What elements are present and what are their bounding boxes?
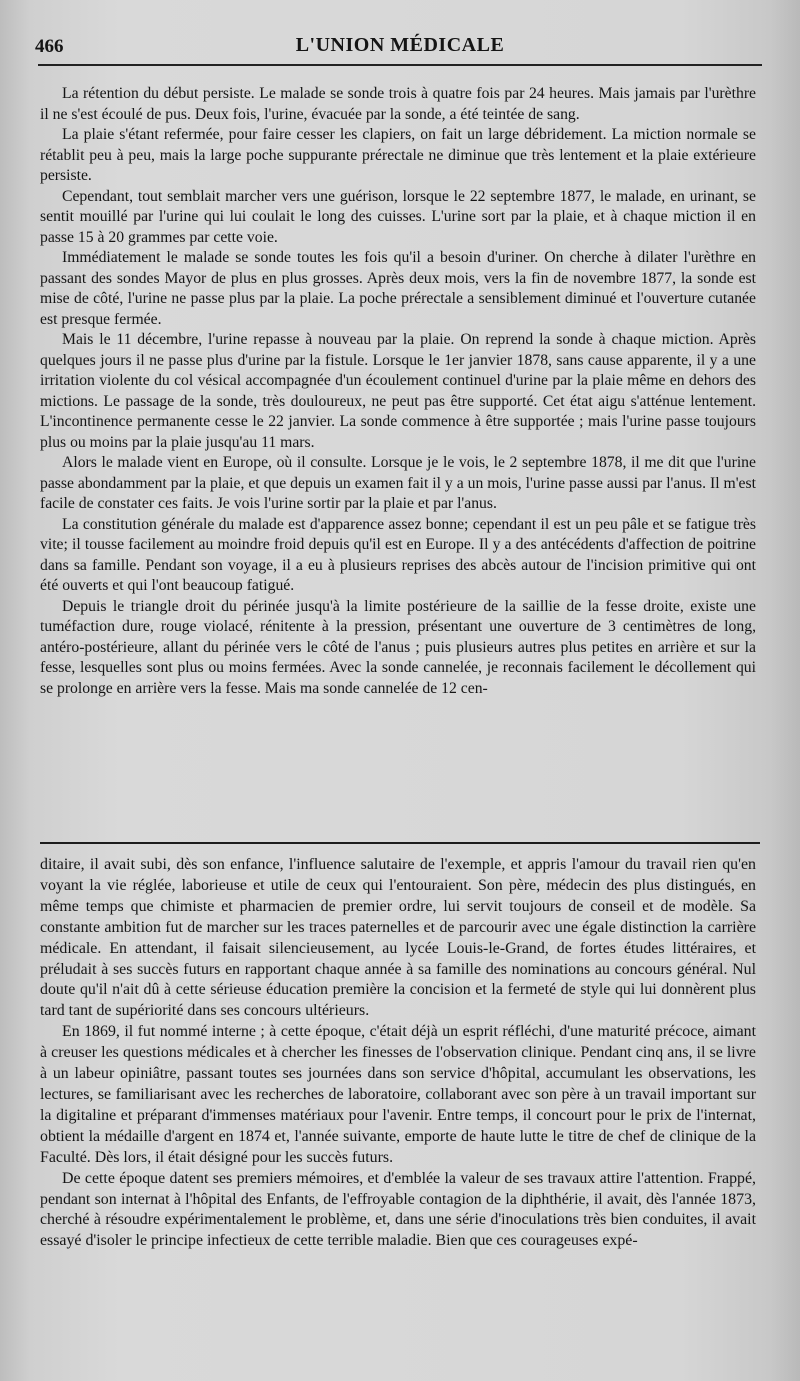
feuilleton-paragraph: ditaire, il avait subi, dès son enfance, l'influence salutaire de l'exemple, et appris l'amour du travail rien qu'en voyant la vie réglée, laborieuse et utile de ceux qui l'entouraient. Son père, médecin des plus distingués, en même temps que chimiste et pharmacien de premier ordre, lui servit toujours de conseil et de modèle. Sa constante ambition fut de marcher sur les traces paternelles et de parcourir avec une égale distinction la carrière médicale. En attendant, il faisait silencieusement, au lycée Louis-le-Grand, de fortes études littéraires, et préludait à ses succès futurs en rapportant chaque année à sa famille des nominations au concours général. Nul doute qu'il n'ait dû à cette sérieuse éducation première la concision et la fermeté de style qui lui donnèrent plus tard tant de supériorité dans ses concours ultérieurs. bbox=[40, 856, 756, 1020]
article-paragraph: La constitution générale du malade est d'apparence assez bonne; cependant il est un peu pâle et se fatigue très vite; il tousse facilement au moindre froid depuis qu'il est en Europe. Il y a des antécédents d'affection de poitrine dans sa famille. Pendant son voyage, il a eu à plusieurs reprises des abcès autour de l'incision primitive qui ont été ouverts et qui l'ont beaucoup fatigué. bbox=[40, 515, 756, 594]
feuilleton-separator-rule bbox=[40, 842, 760, 844]
article-paragraph: Alors le malade vient en Europe, où il consulte. Lorsque je le vois, le 2 septembre 1878, il me dit que l'urine passe abondamment par la plaie, et que depuis un examen fait il y a un mois, l'urine passe aussi par l'anus. Il m'est facile de constater ces faits. Je vois l'urine sortir par la plaie et par l'anus. bbox=[40, 454, 756, 512]
article-paragraph: Depuis le triangle droit du périnée jusqu'à la limite postérieure de la saillie de la fesse droite, existe une tuméfaction dure, rouge violacé, rénitente à la pression, présentant une ouverture de 3 centimètres de long, antéro-postérieure, allant du périnée vers le côté de l'anus ; puis plusieurs autres plus petites en arrière et sur la fesse, lesquelles sont plus ou moins fermées. Avec la sonde cannelée, je reconnais facilement le décollement qui se prolonge en arrière vers la fesse. Mais ma sonde cannelée de 12 cen- bbox=[40, 597, 756, 697]
feuilleton-paragraph: En 1869, il fut nommé interne ; à cette époque, c'était déjà un esprit réfléchi, d'une maturité précoce, aimant à creuser les questions médicales et à chercher les finesses de l'observation clinique. Pendant cinq ans, il se livre à un labeur opiniâtre, passant toutes ses journées dans son service d'hôpital, accumulant les observations, les lectures, se familiarisant avec les recherches de laboratoire, collaborant avec son père à un travail important sur la digitaline et préparant d'immenses matériaux pour l'avenir. Entre temps, il concourt pour le prix de l'internat, obtient la médaille d'argent en 1874 et, l'année suivante, emporte de haute lutte le titre de chef de clinique de la Faculté. Dès lors, il était désigné pour les succès futurs. bbox=[40, 1023, 756, 1166]
main-article bbox=[40, 84, 756, 699]
article-paragraph: La plaie s'étant refermée, pour faire cesser les clapiers, on fait un large débridement. La miction normale se rétablit peu à peu, mais la large poche suppurante prérectale ne diminue que très lentement et la plaie extérieure persiste. bbox=[40, 126, 756, 184]
running-title: L'UNION MÉDICALE bbox=[295, 34, 505, 56]
article-paragraph: La rétention du début persiste. Le malade se sonde trois à quatre fois par 24 heures. Mais jamais par l'urèthre il ne s'est écoulé de pus. Deux fois, l'urine, évacuée par la sonde, a été teintée de sang. bbox=[40, 85, 756, 123]
article-paragraph: Mais le 11 décembre, l'urine repasse à nouveau par la plaie. On reprend la sonde à chaque miction. Après quelques jours il ne passe plus d'urine par la fistule. Lorsque le 1er janvier 1878, sans cause apparente, il y a une irritation violente du col vésical accompagnée d'un écoulement continuel d'urine par la plaie même en dehors des mictions. Le passage de la sonde, très douloureux, ne peut pas être supporté. Cet état aigu s'atténue lentement. L'incontinence permanente cesse le 22 janvier. La sonde commence à être supportée ; mais l'urine passe toujours plus ou moins par la plaie jusqu'au 11 mars. bbox=[40, 331, 756, 451]
header-rule bbox=[38, 64, 762, 66]
article-paragraph: Immédiatement le malade se sonde toutes les fois qu'il a besoin d'uriner. On cherche à dilater l'urèthre en passant des sondes Mayor de plus en plus grosses. Après deux mois, vers la fin de novembre 1877, la sonde est mise de côté, l'urine ne passe plus par la plaie. La poche prérectale a sensiblement diminué et l'ouverture cutanée est presque fermée. bbox=[40, 249, 756, 328]
page-number: 466 bbox=[35, 36, 64, 57]
page-header bbox=[0, 28, 800, 68]
article-paragraph: Cependant, tout semblait marcher vers une guérison, lorsque le 22 septembre 1877, le malade, en urinant, se sentit mouillé par l'urine qui lui coulait le long des cuisses. L'urine sort par la plaie, et à chaque miction il en passe 15 à 20 grammes par cette voie. bbox=[40, 187, 756, 246]
feuilleton-paragraph: De cette époque datent ses premiers mémoires, et d'emblée la valeur de ses travaux attire l'attention. Frappé, pendant son internat à l'hôpital des Enfants, de l'effroyable contagion de la diphthérie, il avait, dès l'année 1873, cherché à résoudre expérimentalement le problème, et, dans une série d'inoculations très bien conduites, il avait essayé d'isoler le principe infectieux de cette terrible maladie. Bien que ces courageuses expé- bbox=[40, 1169, 756, 1250]
feuilleton-section bbox=[40, 855, 756, 1252]
